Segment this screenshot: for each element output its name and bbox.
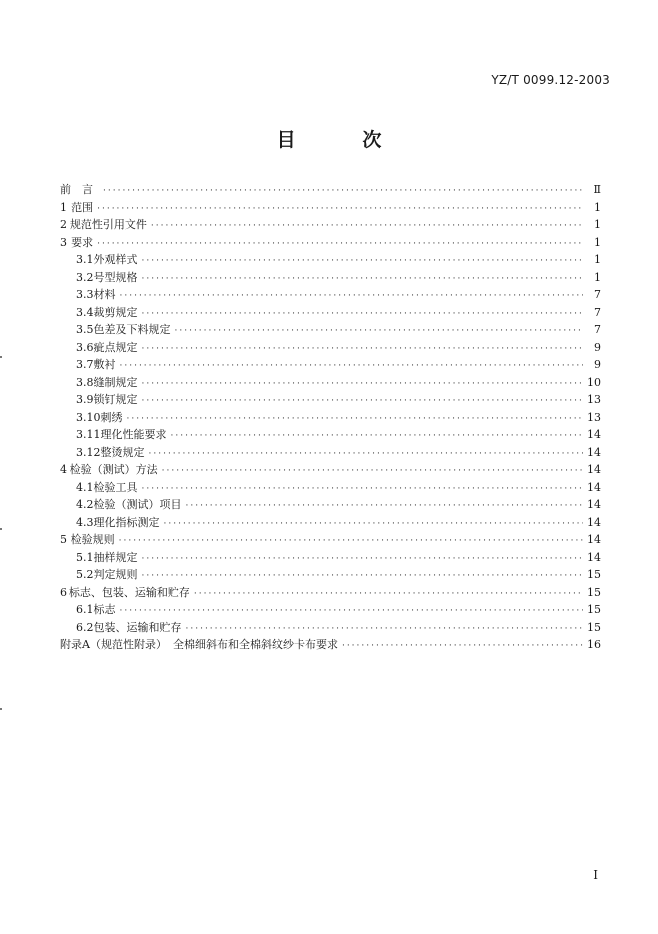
toc-entry-label: 敷衬 — [93, 358, 116, 371]
toc-entry-page: 14 — [587, 445, 601, 459]
toc-dot-leader — [142, 376, 584, 394]
toc-entry-label: 锁钉规定 — [93, 393, 138, 406]
toc-entry-number: 3.2 — [76, 270, 94, 284]
toc-entry-page: 1 — [594, 253, 601, 266]
toc-entry-page: 16 — [587, 638, 601, 651]
toc-entry-page: 1 — [594, 200, 601, 214]
toc-entry-label: 整烫规定 — [100, 445, 145, 459]
toc-entry-number: 3.9 — [76, 393, 94, 406]
toc-entry-number: 附录A（规范性附录） — [60, 638, 167, 651]
toc-dot-leader — [342, 638, 583, 656]
toc-entry[interactable] — [60, 304, 601, 322]
toc-entry-label: 检验（测试）方法 — [69, 463, 158, 476]
toc-dot-leader — [142, 481, 584, 499]
toc-entry-number: 5.1 — [76, 550, 94, 564]
toc-entry-page: 14 — [587, 463, 601, 476]
toc-entry-number: 3.8 — [76, 375, 94, 389]
toc-dot-leader — [127, 411, 584, 429]
toc-dot-leader — [97, 201, 583, 219]
toc-entry-page: 14 — [587, 533, 601, 546]
toc-entry[interactable] — [60, 321, 601, 339]
toc-entry[interactable] — [60, 409, 601, 427]
toc-entry-page: 15 — [587, 603, 601, 616]
toc-dot-leader — [186, 498, 584, 516]
toc-entry-page: Ⅱ — [593, 183, 601, 196]
toc-dot-leader — [120, 358, 584, 376]
toc-entry-label: 抽样规定 — [93, 550, 138, 564]
toc-entry-label: 号型规格 — [93, 270, 138, 284]
toc-entry-label: 检验（测试）项目 — [93, 498, 182, 511]
toc-dot-leader — [120, 288, 584, 306]
toc-dot-leader — [194, 586, 583, 604]
toc-entry[interactable] — [60, 199, 601, 217]
toc-entry[interactable] — [60, 181, 601, 199]
toc-entry-label: 检验工具 — [93, 480, 138, 494]
toc-entry-page: 13 — [587, 410, 601, 424]
toc-entry-number: 3.7 — [76, 358, 94, 371]
toc-entry-number: 3.1 — [76, 253, 94, 266]
toc-entry-number: 3.12 — [76, 445, 101, 459]
toc-entry[interactable] — [60, 356, 601, 374]
toc-entry-number: 5 — [60, 533, 67, 546]
scan-mark — [0, 356, 2, 358]
toc-entry-label: 范围 — [71, 200, 94, 214]
toc-entry-page: 15 — [587, 568, 601, 581]
toc-entry-page: 14 — [587, 498, 601, 511]
toc-entry-label: 色差及下料规定 — [93, 323, 171, 336]
toc-entry[interactable] — [60, 479, 601, 497]
toc-entry-label: 标志 — [93, 603, 116, 616]
toc-entry[interactable] — [60, 496, 601, 514]
toc-entry-number: 3.6 — [76, 340, 94, 354]
toc-entry-page: 7 — [594, 323, 601, 336]
toc-entry-label: 标志、包装、运输和贮存 — [68, 585, 190, 599]
toc-entry-number: 4.1 — [76, 480, 94, 494]
toc-entry-page: 14 — [587, 428, 601, 441]
toc-entry[interactable] — [60, 584, 601, 602]
toc-entry-page: 13 — [587, 393, 601, 406]
toc-entry-label: 理化指标测定 — [93, 515, 160, 529]
toc-dot-leader — [119, 533, 583, 551]
toc-entry-number: 4.2 — [76, 498, 94, 511]
toc-entry-number: 3.4 — [76, 305, 94, 319]
toc-entry[interactable] — [60, 426, 601, 444]
toc-entry-number: 5.2 — [76, 568, 94, 581]
toc-entry-label: 检验规则 — [70, 533, 115, 546]
toc-entry-page: 1 — [594, 235, 601, 249]
toc-dot-leader — [142, 341, 584, 359]
toc-dot-leader — [97, 236, 583, 254]
toc-entry-page: 10 — [587, 375, 601, 389]
toc-title — [0, 125, 658, 152]
toc-entry-number: 4.3 — [76, 515, 94, 529]
toc-entry-label: 全棉细斜布和全棉斜纹纱卡布要求 — [172, 638, 338, 651]
toc-entry-page: 14 — [587, 515, 601, 529]
toc-dot-leader — [142, 306, 584, 324]
toc-entry-number: 4 — [60, 463, 67, 476]
toc-entry[interactable] — [60, 339, 601, 357]
toc-title-char-2: 次 — [362, 129, 382, 151]
toc-dot-leader — [151, 218, 583, 236]
toc-entry-number: 3 — [60, 235, 67, 249]
toc-entry[interactable] — [60, 461, 601, 479]
toc-entry[interactable] — [60, 566, 601, 584]
toc-dot-leader — [142, 551, 584, 569]
toc-entry[interactable] — [60, 601, 601, 619]
toc-entry-label: 外观样式 — [93, 253, 138, 266]
toc-dot-leader — [142, 271, 584, 289]
toc-entry-label: 裁剪规定 — [93, 305, 138, 319]
toc-entry[interactable] — [60, 216, 601, 234]
toc-entry-label: 缝制规定 — [93, 375, 138, 389]
toc-entry[interactable] — [60, 636, 601, 654]
toc-entry-number: 6.1 — [76, 603, 94, 616]
toc-entry-page: 7 — [594, 305, 601, 319]
toc-dot-leader — [142, 393, 584, 411]
toc-dot-leader — [142, 568, 584, 586]
toc-dot-leader — [120, 603, 584, 621]
toc-entry[interactable] — [60, 269, 601, 287]
toc-entry[interactable] — [60, 444, 601, 462]
toc-entry-page: 1 — [594, 270, 601, 284]
toc-entry-label: 理化性能要求 — [100, 428, 167, 441]
toc-entry[interactable] — [60, 549, 601, 567]
toc-dot-leader — [164, 516, 584, 534]
toc-entry-label: 规范性引用文件 — [69, 218, 147, 231]
toc-entry-page: 1 — [594, 218, 601, 231]
table-of-contents — [60, 181, 601, 654]
toc-entry[interactable] — [60, 391, 601, 409]
toc-entry[interactable] — [60, 514, 601, 532]
toc-title-char-1: 目 — [276, 129, 296, 151]
toc-entry-page: 9 — [594, 340, 601, 354]
toc-entry-label: 材料 — [93, 288, 116, 301]
toc-entry-number: 3.11 — [76, 428, 101, 441]
toc-dot-leader — [103, 183, 583, 201]
toc-entry[interactable] — [60, 619, 601, 637]
scan-mark — [0, 708, 2, 710]
toc-entry-number: 3.3 — [76, 288, 94, 301]
toc-entry[interactable] — [60, 374, 601, 392]
toc-entry-number: 3.10 — [76, 410, 101, 424]
toc-dot-leader — [162, 463, 583, 481]
toc-entry-page: 14 — [587, 480, 601, 494]
toc-entry[interactable] — [60, 531, 601, 549]
toc-entry[interactable] — [60, 234, 601, 252]
toc-entry-number: 前 言 — [60, 183, 93, 196]
toc-entry-number: 3.5 — [76, 323, 94, 336]
toc-entry-page: 9 — [594, 358, 601, 371]
toc-entry[interactable] — [60, 251, 601, 269]
toc-entry-label: 疵点规定 — [93, 340, 138, 354]
toc-entry-number: 2 — [60, 218, 67, 231]
toc-entry-page: 14 — [587, 550, 601, 564]
toc-entry-number: 1 — [60, 200, 67, 214]
toc-entry-number: 6 — [60, 585, 67, 599]
scan-mark — [0, 528, 2, 530]
toc-entry[interactable] — [60, 286, 601, 304]
toc-dot-leader — [142, 253, 584, 271]
toc-entry-label: 要求 — [71, 235, 94, 249]
toc-dot-leader — [175, 323, 584, 341]
toc-entry-page: 15 — [587, 620, 601, 634]
toc-entry-label: 刺绣 — [100, 410, 123, 424]
toc-dot-leader — [149, 446, 584, 464]
page-number: I — [593, 868, 598, 882]
toc-entry-page: 7 — [594, 288, 601, 301]
toc-entry-label: 包装、运输和贮存 — [93, 620, 182, 634]
toc-dot-leader — [171, 428, 584, 446]
standard-code: YZ/T 0099.12-2003 — [491, 73, 610, 87]
toc-entry-number: 6.2 — [76, 620, 94, 634]
toc-entry-label: 判定规则 — [93, 568, 138, 581]
toc-entry-page: 15 — [587, 585, 601, 599]
